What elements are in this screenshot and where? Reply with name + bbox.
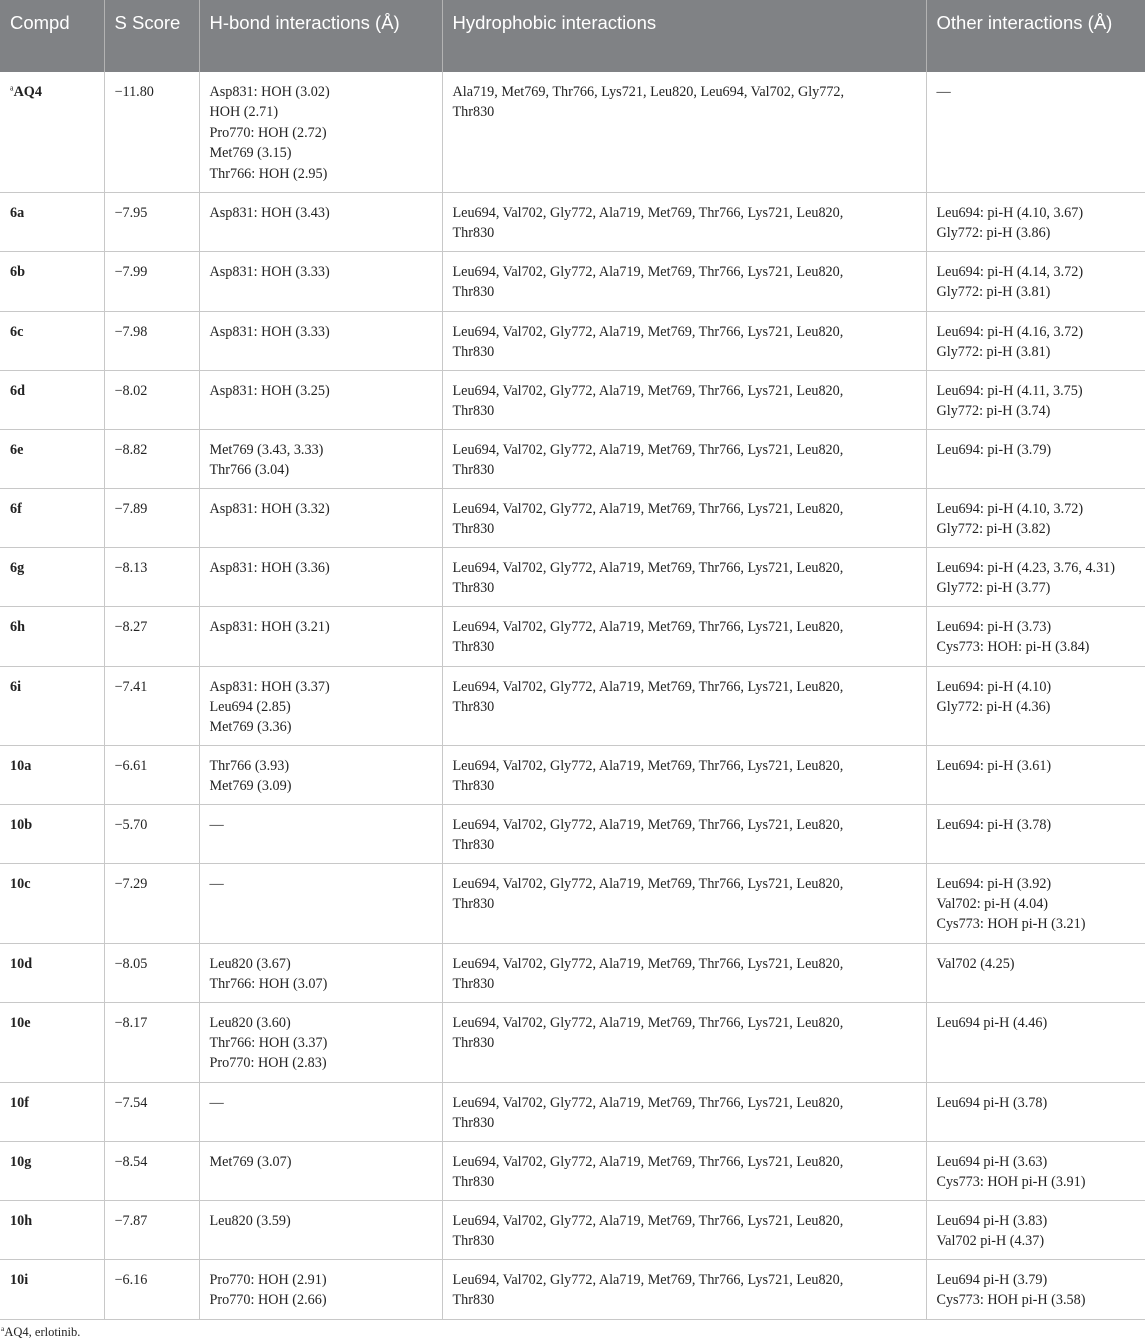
other-line: Leu694 pi-H (4.46)	[936, 1014, 1048, 1031]
cell-other	[926, 488, 1145, 547]
cell-s-score: −8.27	[104, 606, 199, 666]
cell-hydrophobic	[442, 251, 926, 311]
other-line: Leu694: pi-H (3.61)	[936, 757, 1052, 774]
cell-s-score: −7.29	[104, 863, 199, 943]
hydrophobic-line: Leu694, Val702, Gly772, Ala719, Met769, Thr766, Lys721, Leu820,	[452, 757, 844, 774]
cell-compd	[0, 1082, 104, 1141]
hydrophobic-line: Thr830	[452, 402, 495, 419]
cell-hydrophobic	[442, 666, 926, 745]
cell-hbond	[199, 72, 442, 192]
other-line: —	[936, 84, 951, 100]
cell-other	[926, 745, 1145, 804]
footnote-marker: a	[1, 1323, 5, 1333]
cell-hydrophobic	[442, 1141, 926, 1200]
cell-compd	[0, 1259, 104, 1319]
cell-hbond	[199, 370, 442, 429]
hbond-line: Asp831: HOH (3.37)	[209, 678, 330, 695]
cell-s-score: −7.89	[104, 488, 199, 547]
cell-s-score: −6.16	[104, 1259, 199, 1319]
hbond-line: Thr766: HOH (2.95)	[209, 165, 328, 182]
cell-hydrophobic	[442, 370, 926, 429]
hbond-line: Asp831: HOH (3.33)	[209, 263, 330, 280]
cell-s-score: −8.02	[104, 370, 199, 429]
hydrophobic-line: Leu694, Val702, Gly772, Ala719, Met769, Thr766, Lys721, Leu820,	[452, 323, 844, 340]
cell-other	[926, 606, 1145, 666]
other-line: Leu694 pi-H (3.63)	[936, 1153, 1048, 1170]
footnote-marker: a	[10, 83, 14, 93]
table-row	[0, 72, 1145, 192]
header-other: Other interactions (Å)	[926, 0, 1145, 72]
table-row	[0, 1259, 1145, 1319]
other-line: Cys773: HOH pi-H (3.21)	[936, 916, 1086, 933]
hydrophobic-line: Leu694, Val702, Gly772, Ala719, Met769, Thr766, Lys721, Leu820,	[452, 678, 844, 695]
cell-s-score: −7.87	[104, 1200, 199, 1259]
cell-other	[926, 863, 1145, 943]
compound-id: 6e	[10, 441, 24, 458]
other-line: Gly772: pi-H (3.81)	[936, 343, 1051, 360]
hydrophobic-line: Thr830	[452, 1173, 495, 1190]
hydrophobic-line: Thr830	[452, 1114, 495, 1131]
hbond-line: Met769 (3.07)	[209, 1153, 292, 1170]
cell-compd	[0, 251, 104, 311]
cell-compd	[0, 370, 104, 429]
hydrophobic-line: Leu694, Val702, Gly772, Ala719, Met769, Thr766, Lys721, Leu820,	[452, 1271, 844, 1288]
hydrophobic-line: Ala719, Met769, Thr766, Lys721, Leu820, Leu694, Val702, Gly772,	[452, 84, 845, 100]
other-line: Gly772: pi-H (3.82)	[936, 520, 1051, 537]
header-s-score: S Score	[104, 0, 199, 72]
cell-other	[926, 547, 1145, 606]
cell-hydrophobic	[442, 863, 926, 943]
cell-hydrophobic	[442, 745, 926, 804]
cell-s-score: −8.05	[104, 943, 199, 1002]
footnote-text: AQ4, erlotinib.	[4, 1325, 81, 1339]
hbond-line: Pro770: HOH (2.83)	[209, 1055, 327, 1072]
cell-compd	[0, 429, 104, 488]
table-row	[0, 488, 1145, 547]
cell-s-score: −5.70	[104, 804, 199, 863]
hbond-line: Met769 (3.36)	[209, 719, 292, 736]
table-row	[0, 606, 1145, 666]
cell-hbond	[199, 488, 442, 547]
cell-hbond	[199, 429, 442, 488]
compound-id: 10f	[10, 1094, 29, 1111]
cell-other	[926, 1082, 1145, 1141]
cell-compd	[0, 1141, 104, 1200]
cell-other	[926, 1002, 1145, 1082]
hbond-line: Met769 (3.15)	[209, 145, 292, 162]
hydrophobic-line: Thr830	[452, 461, 495, 478]
cell-compd	[0, 863, 104, 943]
compound-id: 10e	[10, 1014, 31, 1031]
cell-hbond	[199, 311, 442, 370]
cell-hbond	[199, 192, 442, 251]
other-line: Gly772: pi-H (3.81)	[936, 283, 1051, 300]
other-line: Cys773: HOH pi-H (3.58)	[936, 1291, 1086, 1308]
cell-compd	[0, 192, 104, 251]
table-row	[0, 1200, 1145, 1259]
cell-compd	[0, 745, 104, 804]
cell-other	[926, 311, 1145, 370]
hydrophobic-line: Leu694, Val702, Gly772, Ala719, Met769, Thr766, Lys721, Leu820,	[452, 1014, 844, 1031]
table-row	[0, 1082, 1145, 1141]
other-line: Cys773: HOH: pi-H (3.84)	[936, 638, 1090, 655]
compound-id: 10h	[10, 1212, 33, 1229]
hbond-line: Asp831: HOH (3.32)	[209, 500, 330, 517]
cell-hydrophobic	[442, 943, 926, 1002]
compound-id: 10g	[10, 1153, 32, 1170]
table-row	[0, 370, 1145, 429]
hydrophobic-line: Thr830	[452, 283, 495, 300]
hydrophobic-line: Leu694, Val702, Gly772, Ala719, Met769, Thr766, Lys721, Leu820,	[452, 955, 844, 972]
table-row	[0, 547, 1145, 606]
hbond-line: Asp831: HOH (3.02)	[209, 84, 330, 100]
other-line: Leu694: pi-H (3.92)	[936, 875, 1052, 892]
hbond-line: Thr766: HOH (3.07)	[209, 975, 328, 992]
cell-s-score: −7.95	[104, 192, 199, 251]
cell-s-score: −8.54	[104, 1141, 199, 1200]
hydrophobic-line: Leu694, Val702, Gly772, Ala719, Met769, Thr766, Lys721, Leu820,	[452, 1094, 844, 1111]
table-row	[0, 745, 1145, 804]
other-line: Gly772: pi-H (4.36)	[936, 698, 1051, 715]
other-line: Leu694: pi-H (4.16, 3.72)	[936, 323, 1084, 340]
other-line: Leu694: pi-H (4.11, 3.75)	[936, 382, 1083, 399]
compound-id: 6i	[10, 678, 22, 695]
cell-compd	[0, 666, 104, 745]
hbond-line: Asp831: HOH (3.21)	[209, 618, 330, 635]
hydrophobic-line: Leu694, Val702, Gly772, Ala719, Met769, Thr766, Lys721, Leu820,	[452, 382, 844, 399]
table-footnote	[1, 1325, 80, 1340]
other-line: Val702 pi-H (4.37)	[936, 1232, 1045, 1249]
cell-compd	[0, 943, 104, 1002]
cell-hydrophobic	[442, 1259, 926, 1319]
cell-compd	[0, 1002, 104, 1082]
other-line: Leu694: pi-H (3.78)	[936, 816, 1052, 833]
other-line: Leu694: pi-H (3.73)	[936, 618, 1052, 635]
hbond-line: Pro770: HOH (2.72)	[209, 124, 327, 141]
hydrophobic-line: Leu694, Val702, Gly772, Ala719, Met769, Thr766, Lys721, Leu820,	[452, 204, 844, 221]
cell-s-score: −7.41	[104, 666, 199, 745]
header-hydrophobic: Hydrophobic interactions	[442, 0, 926, 72]
hydrophobic-line: Thr830	[452, 777, 495, 794]
hydrophobic-line: Thr830	[452, 638, 495, 655]
hydrophobic-line: Thr830	[452, 895, 495, 912]
hbond-line: —	[209, 1094, 224, 1111]
cell-hydrophobic	[442, 1200, 926, 1259]
hbond-line: Asp831: HOH (3.33)	[209, 323, 330, 340]
table-row	[0, 666, 1145, 745]
header-row	[0, 0, 1145, 72]
table-row	[0, 429, 1145, 488]
cell-other	[926, 943, 1145, 1002]
table-row	[0, 1141, 1145, 1200]
cell-hbond	[199, 1200, 442, 1259]
header-hbond: H-bond interactions (Å)	[199, 0, 442, 72]
compound-id: 6c	[10, 323, 24, 340]
cell-hydrophobic	[442, 311, 926, 370]
cell-s-score: −7.98	[104, 311, 199, 370]
cell-hydrophobic	[442, 429, 926, 488]
hbond-line: —	[209, 875, 224, 892]
hydrophobic-line: Thr830	[452, 579, 495, 596]
compound-id: 10i	[10, 1271, 29, 1288]
hydrophobic-line: Leu694, Val702, Gly772, Ala719, Met769, Thr766, Lys721, Leu820,	[452, 1153, 844, 1170]
other-line: Leu694 pi-H (3.78)	[936, 1094, 1048, 1111]
cell-compd	[0, 311, 104, 370]
hydrophobic-line: Thr830	[452, 698, 495, 715]
cell-other	[926, 804, 1145, 863]
hydrophobic-line: Thr830	[452, 1034, 495, 1051]
cell-hydrophobic	[442, 1002, 926, 1082]
other-line: Leu694: pi-H (4.10, 3.67)	[936, 204, 1084, 221]
hbond-line: —	[209, 816, 224, 833]
cell-other	[926, 370, 1145, 429]
hydrophobic-line: Thr830	[452, 520, 495, 537]
hbond-line: HOH (2.71)	[209, 104, 279, 121]
hbond-line: Thr766 (3.93)	[209, 757, 290, 774]
hydrophobic-line: Leu694, Val702, Gly772, Ala719, Met769, Thr766, Lys721, Leu820,	[452, 559, 844, 576]
cell-other	[926, 666, 1145, 745]
cell-hydrophobic	[442, 488, 926, 547]
compound-id: 6g	[10, 559, 25, 576]
cell-s-score: −7.54	[104, 1082, 199, 1141]
other-line: Cys773: HOH pi-H (3.91)	[936, 1173, 1086, 1190]
compound-id: 10c	[10, 875, 31, 892]
hydrophobic-line: Leu694, Val702, Gly772, Ala719, Met769, Thr766, Lys721, Leu820,	[452, 618, 844, 635]
cell-hydrophobic	[442, 606, 926, 666]
table-row	[0, 1002, 1145, 1082]
cell-compd	[0, 547, 104, 606]
cell-other	[926, 1259, 1145, 1319]
cell-hbond	[199, 1002, 442, 1082]
cell-s-score: −6.61	[104, 745, 199, 804]
cell-s-score: −8.82	[104, 429, 199, 488]
hbond-line: Met769 (3.43, 3.33)	[209, 441, 324, 458]
cell-compd	[0, 72, 104, 192]
cell-s-score: −11.80	[104, 72, 199, 192]
cell-hbond	[199, 547, 442, 606]
table-row	[0, 804, 1145, 863]
cell-s-score: −8.17	[104, 1002, 199, 1082]
cell-compd	[0, 804, 104, 863]
hydrophobic-line: Leu694, Val702, Gly772, Ala719, Met769, Thr766, Lys721, Leu820,	[452, 500, 844, 517]
table-row	[0, 863, 1145, 943]
hydrophobic-line: Leu694, Val702, Gly772, Ala719, Met769, Thr766, Lys721, Leu820,	[452, 816, 844, 833]
cell-hbond	[199, 606, 442, 666]
hbond-line: Pro770: HOH (2.66)	[209, 1291, 327, 1308]
other-line: Val702: pi-H (4.04)	[936, 895, 1049, 912]
cell-hydrophobic	[442, 1082, 926, 1141]
cell-other	[926, 251, 1145, 311]
other-line: Leu694 pi-H (3.79)	[936, 1271, 1048, 1288]
other-line: Gly772: pi-H (3.86)	[936, 224, 1051, 241]
hbond-line: Leu820 (3.67)	[209, 955, 291, 972]
hydrophobic-line: Thr830	[452, 1232, 495, 1249]
cell-hbond	[199, 251, 442, 311]
hydrophobic-line: Thr830	[452, 1291, 495, 1308]
compound-id: 6b	[10, 263, 25, 280]
cell-other	[926, 192, 1145, 251]
hbond-line: Met769 (3.09)	[209, 777, 292, 794]
cell-hbond	[199, 1259, 442, 1319]
hbond-line: Thr766: HOH (3.37)	[209, 1034, 328, 1051]
cell-hydrophobic	[442, 192, 926, 251]
hbond-line: Asp831: HOH (3.36)	[209, 559, 330, 576]
hydrophobic-line: Thr830	[452, 224, 495, 241]
compound-id: 10d	[10, 955, 33, 972]
cell-hbond	[199, 943, 442, 1002]
cell-hbond	[199, 1082, 442, 1141]
other-line: Leu694: pi-H (4.10, 3.72)	[936, 500, 1084, 517]
cell-hbond	[199, 804, 442, 863]
compound-id: 10a	[10, 757, 32, 774]
other-line: Leu694: pi-H (4.10)	[936, 678, 1052, 695]
cell-other	[926, 1200, 1145, 1259]
cell-hydrophobic	[442, 547, 926, 606]
cell-hydrophobic	[442, 804, 926, 863]
header-compd: Compd	[0, 0, 104, 72]
hydrophobic-line: Leu694, Val702, Gly772, Ala719, Met769, Thr766, Lys721, Leu820,	[452, 1212, 844, 1229]
cell-s-score: −8.13	[104, 547, 199, 606]
hydrophobic-line: Thr830	[452, 104, 495, 121]
other-line: Gly772: pi-H (3.77)	[936, 579, 1051, 596]
table-row	[0, 251, 1145, 311]
hbond-line: Thr766 (3.04)	[209, 461, 290, 478]
other-line: Leu694 pi-H (3.83)	[936, 1212, 1048, 1229]
compound-id: AQ4	[13, 84, 42, 100]
other-line: Leu694: pi-H (4.14, 3.72)	[936, 263, 1084, 280]
cell-hbond	[199, 1141, 442, 1200]
hbond-line: Leu820 (3.59)	[209, 1212, 291, 1229]
cell-compd	[0, 488, 104, 547]
table-header	[0, 0, 1145, 72]
compound-id: 6d	[10, 382, 25, 399]
table-body	[0, 72, 1145, 1319]
cell-compd	[0, 606, 104, 666]
other-line: Leu694: pi-H (3.79)	[936, 441, 1052, 458]
hydrophobic-line: Thr830	[452, 975, 495, 992]
cell-other	[926, 429, 1145, 488]
hydrophobic-line: Leu694, Val702, Gly772, Ala719, Met769, Thr766, Lys721, Leu820,	[452, 441, 844, 458]
hydrophobic-line: Thr830	[452, 836, 495, 853]
hbond-line: Pro770: HOH (2.91)	[209, 1271, 327, 1288]
table-row	[0, 943, 1145, 1002]
hydrophobic-line: Leu694, Val702, Gly772, Ala719, Met769, Thr766, Lys721, Leu820,	[452, 263, 844, 280]
compound-id: 6a	[10, 204, 25, 221]
cell-hydrophobic	[442, 72, 926, 192]
cell-s-score: −7.99	[104, 251, 199, 311]
hbond-line: Asp831: HOH (3.43)	[209, 204, 330, 221]
table-row	[0, 192, 1145, 251]
cell-hbond	[199, 666, 442, 745]
other-line: Val702 (4.25)	[936, 955, 1015, 972]
cell-other	[926, 72, 1145, 192]
hbond-line: Asp831: HOH (3.25)	[209, 382, 330, 399]
cell-hbond	[199, 863, 442, 943]
hbond-line: Leu820 (3.60)	[209, 1014, 291, 1031]
hbond-line: Leu694 (2.85)	[209, 698, 291, 715]
compound-id: 6h	[10, 618, 25, 635]
compound-id: 10b	[10, 816, 33, 833]
compound-id: 6f	[10, 500, 22, 517]
cell-other	[926, 1141, 1145, 1200]
other-line: Leu694: pi-H (4.23, 3.76, 4.31)	[936, 559, 1116, 576]
cell-compd	[0, 1200, 104, 1259]
cell-hbond	[199, 745, 442, 804]
hydrophobic-line: Leu694, Val702, Gly772, Ala719, Met769, Thr766, Lys721, Leu820,	[452, 875, 844, 892]
other-line: Gly772: pi-H (3.74)	[936, 402, 1051, 419]
table-row	[0, 311, 1145, 370]
hydrophobic-line: Thr830	[452, 343, 495, 360]
